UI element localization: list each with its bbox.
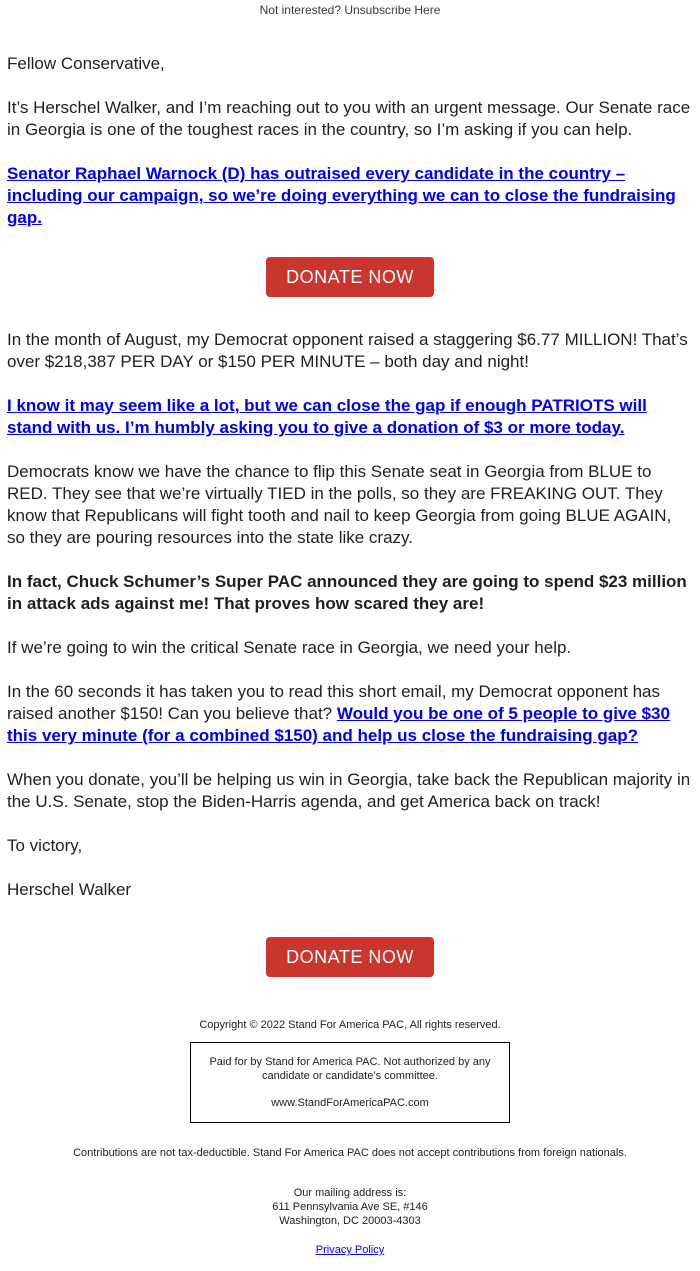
paragraph-sixty-seconds xyxy=(7,681,693,747)
mailing-address-city: Washington, DC 20003-4303 xyxy=(279,1215,421,1227)
mailing-address-block xyxy=(7,1186,693,1228)
warnock-outraised-link[interactable]: Senator Raphael Warnock (D) has outraised every candidate in the country – including our campaign, so we’re doing everything we can to close the fundraising gap. xyxy=(7,164,676,227)
unsubscribe-prefix: Not interested? xyxy=(259,3,341,17)
privacy-policy-link[interactable]: Privacy Policy xyxy=(315,1244,385,1256)
donate-now-button-bottom[interactable]: DONATE NOW xyxy=(266,937,434,977)
closing-line: To victory, xyxy=(7,836,83,855)
paragraph-democrats-flip: Democrats know we have the chance to flip this Senate seat in Georgia from BLUE to RED. They see that we’re virtually TIED in the polls, so they are FREAKING OUT. They know that Republicans will fight tooth and nail to keep Georgia from going BLUE AGAIN, so they are pouring resources into the state like crazy. xyxy=(7,462,672,547)
paragraph-warnock xyxy=(7,163,693,229)
paragraph-donation-benefits: When you donate, you’ll be helping us win in Georgia, take back the Republican majority in the U.S. Senate, stop the Biden-Harris agenda, and get America back on track! xyxy=(7,770,691,811)
unsubscribe-row xyxy=(7,0,693,17)
donate-button-row-bottom xyxy=(7,937,693,977)
patriots-donation-link[interactable]: I know it may seem like a lot, but we can close the gap if enough PATRIOTS will stand with us. I’m humbly asking you to give a donation of $3 or more today. xyxy=(7,396,647,437)
paragraph-need-your-help: If we’re going to win the critical Senate race in Georgia, we need your help. xyxy=(7,638,572,657)
sixty-seconds-text: In the 60 seconds it has taken you to read this short email, my Democrat opponent has raised another $150! Can you believe that? xyxy=(7,682,660,723)
copyright-line: Copyright © 2022 Stand For America PAC, All rights reserved. xyxy=(199,1019,501,1031)
five-people-donation-link[interactable]: Would you be one of 5 people to give $30 this very minute (for a combined $150) and help us close the fundraising gap? xyxy=(7,704,670,745)
pac-website-text: www.StandForAmericaPAC.com xyxy=(271,1097,429,1109)
paragraph-patriots xyxy=(7,395,693,439)
contributions-disclaimer: Contributions are not tax-deductible. Stand For America PAC does not accept contributions from foreign nationals. xyxy=(73,1147,627,1159)
paid-for-disclaimer-box xyxy=(190,1042,510,1123)
donate-now-button-top[interactable]: DONATE NOW xyxy=(266,257,434,297)
unsubscribe-link[interactable]: Unsubscribe Here xyxy=(344,3,441,17)
signature: Herschel Walker xyxy=(7,880,132,899)
paid-for-text: Paid for by Stand for America PAC. Not authorized by any candidate or candidate’s committee. xyxy=(209,1056,491,1082)
paragraph-august-fundraising: In the month of August, my Democrat opponent raised a staggering $6.77 MILLION! That’s over $218,387 PER DAY or $150 PER MINUTE – both day and night! xyxy=(7,330,688,371)
mailing-address-intro: Our mailing address is: xyxy=(293,1187,407,1199)
greeting: Fellow Conservative, xyxy=(7,54,165,73)
paragraph-schumer-super-pac: In fact, Chuck Schumer’s Super PAC announced they are going to spend $23 million in attack ads against me! That proves how scared they are! xyxy=(7,572,687,613)
mailing-address-street: 611 Pennsylvania Ave SE, #146 xyxy=(272,1201,428,1213)
privacy-policy-row xyxy=(7,1244,693,1257)
donate-button-row-top xyxy=(7,257,693,297)
paragraph-intro: It’s Herschel Walker, and I’m reaching out to you with an urgent message. Our Senate race in Georgia is one of the toughest races in the country, so I’m asking if you can help. xyxy=(7,98,691,139)
